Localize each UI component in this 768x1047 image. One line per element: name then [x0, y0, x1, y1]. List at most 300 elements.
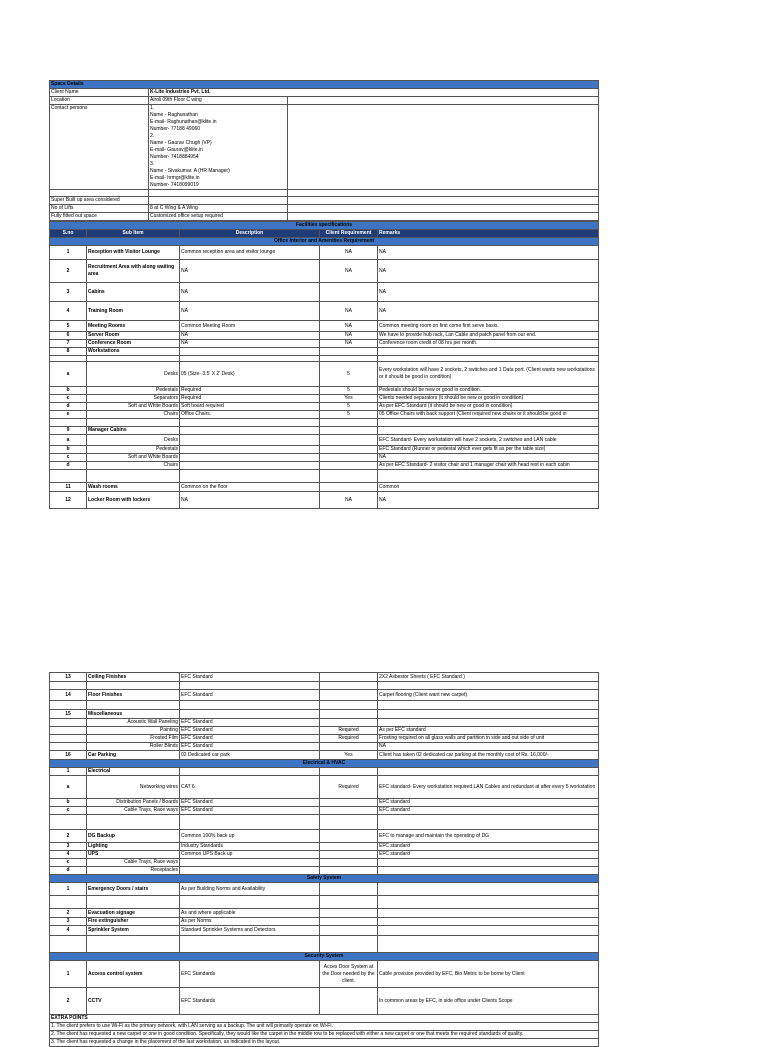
row-description: [180, 454, 320, 462]
row-client-requirement: NA: [320, 492, 378, 509]
row-client-requirement: [320, 896, 378, 909]
extra-point-3: 3. The client has requested a change in the placement of the last workstation, as indicated in the layout.: [50, 1039, 599, 1047]
row-client-requirement: NA: [320, 321, 378, 332]
row-description: NA: [180, 302, 320, 321]
row-sno: 2: [50, 988, 87, 1015]
row-sno: [50, 470, 87, 483]
row-client-requirement: Yes: [320, 395, 378, 403]
table-row: [50, 302, 599, 321]
table-row: [50, 454, 599, 462]
row-sub-item: [87, 682, 180, 690]
row-sno: 4: [50, 926, 87, 936]
row-description: [180, 427, 320, 435]
row-description: EFC Standard: [180, 743, 320, 751]
row-sno: [50, 896, 87, 909]
table-row: [50, 735, 599, 743]
row-client-requirement: [320, 768, 378, 776]
row-sub-item: Meeting Rooms: [87, 321, 180, 332]
row-sub-item: Pedestals: [87, 446, 180, 454]
row-description: [180, 710, 320, 719]
contact-line: E-mail- hrmgr@klite.in: [150, 175, 200, 181]
table-row: [50, 988, 599, 1015]
row-sub-item: Training Room: [87, 302, 180, 321]
row-remarks: EFC standard: [378, 851, 599, 859]
table-row: [50, 727, 599, 735]
table-row: [50, 362, 599, 387]
row-sno: c: [50, 454, 87, 462]
section-electrical-hvac: Electrical & HVAC: [50, 760, 599, 768]
row-client-requirement: Acces Door System at the Door needed by the client.: [320, 961, 378, 988]
table-row: [50, 859, 599, 867]
row-sub-item: Locker Room with lockers: [87, 492, 180, 509]
contact-line: E-mail- Gaurav@klite.in: [150, 147, 203, 153]
row-remarks: [378, 419, 599, 427]
row-remarks: EFC standard: [378, 843, 599, 851]
row-remarks: Client has taken 02 dedicated car parking at the monthly cost of Rs. 16,000/-: [378, 751, 599, 760]
row-sno: 3: [50, 843, 87, 851]
row-remarks: We have to provide hub rack, Lan Cable and patch panel from our end.: [378, 332, 599, 340]
table-row: [50, 283, 599, 302]
table-row: [50, 751, 599, 760]
row-client-requirement: [320, 851, 378, 859]
row-client-requirement: [320, 859, 378, 867]
row-sno: b: [50, 799, 87, 807]
row-sno: d: [50, 462, 87, 470]
row-description: EFC Standard: [180, 690, 320, 701]
table-row: [50, 926, 599, 936]
row-client-requirement: [320, 435, 378, 446]
row-client-requirement: Required: [320, 735, 378, 743]
row-description: [180, 867, 320, 875]
row-description: Common UPS Back up: [180, 851, 320, 859]
row-client-requirement: [320, 867, 378, 875]
extra-points-title: EXTRA POINTS: [50, 1015, 599, 1023]
row-client-requirement: NA: [320, 332, 378, 340]
row-remarks: NA: [378, 454, 599, 462]
row-description: As and where applicable: [180, 909, 320, 918]
table-row: [50, 246, 599, 260]
row-remarks: Cable provision provided by EFC, Bio Metric to be borne by Client: [378, 961, 599, 988]
row-description: Industry Standards: [180, 843, 320, 851]
row-sno: e: [50, 411, 87, 419]
row-remarks: [378, 427, 599, 435]
row-sub-item: Frosted Film: [87, 735, 180, 743]
row-description: Common Meeting Room: [180, 321, 320, 332]
row-description: Office Chairs.: [180, 411, 320, 419]
row-sub-item: Emergency Doors / stairs: [87, 883, 180, 896]
row-sub-item: Soft and White Boards: [87, 403, 180, 411]
row-client-requirement: [320, 348, 378, 356]
facilities-title: Facilities specifications: [50, 222, 599, 230]
row-remarks: Conference room credit of 08 hrs per month.: [378, 340, 599, 348]
row-sub-item: Roller Blinds: [87, 743, 180, 751]
row-sub-item: Car Parking: [87, 751, 180, 760]
row-sub-item: Fire extinguisher: [87, 918, 180, 926]
table-row: [50, 387, 599, 395]
row-remarks: NA: [378, 302, 599, 321]
row-description: Required: [180, 395, 320, 403]
table-row: [50, 395, 599, 403]
row-description: NA: [180, 332, 320, 340]
contact-line: Number- 77188 49060: [150, 126, 201, 132]
row-description: EFC Standard: [180, 735, 320, 743]
section-office-interior: Office Interior and Amenities Requirement: [50, 238, 599, 246]
row-sno: a: [50, 435, 87, 446]
row-client-requirement: Required: [320, 776, 378, 799]
row-sno: 12: [50, 492, 87, 509]
row-client-requirement: [320, 719, 378, 727]
row-client-requirement: NA: [320, 340, 378, 348]
row-remarks: EFC Standard- Every workstation will have 2 sockets, 2 switches and LAN cable: [378, 435, 599, 446]
row-client-requirement: 5: [320, 411, 378, 419]
row-sub-item: Chairs: [87, 462, 180, 470]
row-remarks: [378, 926, 599, 936]
row-sno: 5: [50, 321, 87, 332]
row-sno: [50, 743, 87, 751]
table-row: [50, 673, 599, 682]
lifts-value: 8 at C Wing & A Wing: [149, 205, 288, 213]
table-row: [50, 462, 599, 470]
row-sub-item: [87, 936, 180, 953]
row-description: [180, 768, 320, 776]
col-sno: S.no: [50, 230, 87, 238]
row-client-requirement: [320, 483, 378, 492]
col-remarks: Remarks: [378, 230, 599, 238]
row-description: [180, 446, 320, 454]
row-sub-item: Evacuation signage: [87, 909, 180, 918]
col-description: Description: [180, 230, 320, 238]
client-name: K-Lite Industries Pvt. Ltd.: [149, 89, 288, 97]
row-sno: 6: [50, 332, 87, 340]
row-sub-item: DG Backup: [87, 830, 180, 843]
row-sno: b: [50, 446, 87, 454]
table-row: [50, 799, 599, 807]
row-sub-item: Access control system: [87, 961, 180, 988]
row-description: [180, 682, 320, 690]
row-sub-item: CCTV: [87, 988, 180, 1015]
row-sub-item: Manager Cabins: [87, 427, 180, 435]
row-client-requirement: [320, 843, 378, 851]
contacts-list: [149, 105, 288, 190]
lifts-label: No of Lifts: [50, 205, 149, 213]
row-remarks: Frosting required on all glass walls and partition in side and out side of unit: [378, 735, 599, 743]
row-remarks: [378, 768, 599, 776]
row-client-requirement: 5: [320, 403, 378, 411]
row-remarks: [378, 815, 599, 830]
row-sno: [50, 727, 87, 735]
row-sno: c: [50, 859, 87, 867]
row-remarks: [378, 909, 599, 918]
row-client-requirement: [320, 701, 378, 710]
table-row: [50, 492, 599, 509]
row-sno: 13: [50, 673, 87, 682]
row-remarks: [378, 867, 599, 875]
row-description: 02 Dedicated car park: [180, 751, 320, 760]
space-details-table: [49, 80, 599, 221]
row-sub-item: Conference Room: [87, 340, 180, 348]
row-sno: b: [50, 387, 87, 395]
row-sno: 3: [50, 283, 87, 302]
client-name-label: Client Name: [50, 89, 149, 97]
row-sno: [50, 735, 87, 743]
row-description: EFC Standard: [180, 673, 320, 682]
row-sub-item: Desks: [87, 435, 180, 446]
facilities-table-continued: [49, 672, 599, 1047]
row-sub-item: Receptacles: [87, 867, 180, 875]
row-sub-item: Workstations: [87, 348, 180, 356]
table-row: [50, 719, 599, 727]
row-client-requirement: [320, 936, 378, 953]
row-client-requirement: [320, 815, 378, 830]
row-client-requirement: 5: [320, 387, 378, 395]
row-client-requirement: [320, 909, 378, 918]
table-row: [50, 483, 599, 492]
row-client-requirement: [320, 427, 378, 435]
table-row: [50, 936, 599, 953]
row-remarks: [378, 470, 599, 483]
row-sub-item: Floor Finishes: [87, 690, 180, 701]
row-sno: 16: [50, 751, 87, 760]
row-sub-item: Electrical: [87, 768, 180, 776]
row-sub-item: Wash rooms: [87, 483, 180, 492]
row-remarks: EFC standard- Every workstation required LAN Cables and redundant at after every 5 workstation: [378, 776, 599, 799]
row-sno: 1: [50, 768, 87, 776]
row-sub-item: Cable Trays, Race ways: [87, 807, 180, 815]
contact-line: 3.: [150, 161, 155, 167]
row-remarks: Common: [378, 483, 599, 492]
row-sno: c: [50, 807, 87, 815]
row-description: 05 (Size- 3.5' X 2' Desk): [180, 362, 320, 387]
extra-point-1: 1. The client prefers to use Wi-Fi as the primary network, with LAN serving as a backup. The unit will primarily operate on Wi-Fi.: [50, 1023, 599, 1031]
row-sno: 9: [50, 427, 87, 435]
row-sno: 2: [50, 260, 87, 283]
fitted-value: Customized office setup required: [149, 213, 288, 221]
row-description: EFC Standard: [180, 807, 320, 815]
row-remarks: NA: [378, 743, 599, 751]
row-remarks: NA: [378, 246, 599, 260]
contact-line: Number- 7418884954: [150, 154, 199, 160]
row-sno: [50, 719, 87, 727]
row-description: [180, 701, 320, 710]
row-description: [180, 896, 320, 909]
row-sno: 14: [50, 690, 87, 701]
row-sub-item: Reception with Visitor Lounge: [87, 246, 180, 260]
table-row: [50, 961, 599, 988]
table-row: [50, 419, 599, 427]
row-remarks: [378, 719, 599, 727]
row-remarks: Every workstation will have 2 sockets, 2 switches and 1 Data port. (Client wants new workstations or it should be good in condition): [378, 362, 599, 387]
table-row: [50, 427, 599, 435]
row-description: EFC Standards: [180, 988, 320, 1015]
table-row: [50, 776, 599, 799]
row-sub-item: [87, 815, 180, 830]
row-client-requirement: [320, 918, 378, 926]
row-sno: d: [50, 867, 87, 875]
row-description: [180, 435, 320, 446]
col-sub-item: Sub Item: [87, 230, 180, 238]
row-remarks: As per EFC standard: [378, 727, 599, 735]
section-security-system: Security System: [50, 953, 599, 961]
table-row: [50, 815, 599, 830]
contact-line: Name - Gaurav Chugh (VP): [150, 140, 212, 146]
table-row: [50, 446, 599, 454]
table-row: [50, 411, 599, 419]
row-client-requirement: [320, 283, 378, 302]
row-client-requirement: [320, 710, 378, 719]
row-sno: 2: [50, 830, 87, 843]
row-client-requirement: NA: [320, 246, 378, 260]
row-sno: 2: [50, 909, 87, 918]
table-row: [50, 768, 599, 776]
table-row: [50, 340, 599, 348]
table-row: [50, 321, 599, 332]
contact-line: 1.: [150, 105, 155, 111]
row-client-requirement: NA: [320, 302, 378, 321]
row-client-requirement: [320, 830, 378, 843]
row-description: As per Building Norms and Availability: [180, 883, 320, 896]
table-row: [50, 435, 599, 446]
row-description: Common reception area and visitor lounge: [180, 246, 320, 260]
table-row: [50, 883, 599, 896]
row-description: As per Norms: [180, 918, 320, 926]
table-row: [50, 470, 599, 483]
row-description: EFC Standard: [180, 799, 320, 807]
row-description: [180, 419, 320, 427]
row-remarks: NA: [378, 492, 599, 509]
row-remarks: [378, 896, 599, 909]
row-sub-item: UPS: [87, 851, 180, 859]
row-sno: 4: [50, 302, 87, 321]
row-sub-item: Cabins: [87, 283, 180, 302]
row-client-requirement: 5: [320, 362, 378, 387]
row-sub-item: Sprinkler System: [87, 926, 180, 936]
section-safety-system: Safety System: [50, 875, 599, 883]
table-row: [50, 701, 599, 710]
row-sub-item: Networking wires: [87, 776, 180, 799]
row-description: EFC Standards: [180, 961, 320, 988]
row-remarks: [378, 883, 599, 896]
row-sno: a: [50, 776, 87, 799]
row-client-requirement: [320, 682, 378, 690]
row-description: [180, 470, 320, 483]
row-sub-item: Cable Trays, Race ways: [87, 859, 180, 867]
row-client-requirement: [320, 807, 378, 815]
col-client-requirement: Client Requirement: [320, 230, 378, 238]
table-row: [50, 682, 599, 690]
row-sno: 1: [50, 961, 87, 988]
table-row: [50, 843, 599, 851]
row-description: EFC Standard: [180, 727, 320, 735]
row-remarks: [378, 710, 599, 719]
space-details-sheet: [49, 80, 598, 509]
row-description: Required: [180, 387, 320, 395]
row-remarks: As per EFC Standard- 2 visitor chair and 1 manager chair with head rest in each cabin: [378, 462, 599, 470]
row-client-requirement: [320, 988, 378, 1015]
table-row: [50, 867, 599, 875]
row-description: NA: [180, 340, 320, 348]
row-sub-item: Desks: [87, 362, 180, 387]
row-remarks: 05 Office Chairs with back support (Client required new chairs or it should be good in: [378, 411, 599, 419]
row-description: [180, 462, 320, 470]
table-row: [50, 909, 599, 918]
row-description: [180, 859, 320, 867]
row-sno: [50, 815, 87, 830]
row-description: NA: [180, 492, 320, 509]
row-client-requirement: NA: [320, 260, 378, 283]
row-sub-item: [87, 896, 180, 909]
row-remarks: EFC standard: [378, 807, 599, 815]
row-sno: d: [50, 403, 87, 411]
row-remarks: EFC to manage and maintain the operating of DG: [378, 830, 599, 843]
row-sno: 8: [50, 348, 87, 356]
row-description: [180, 815, 320, 830]
row-sub-item: Miscellaneous: [87, 710, 180, 719]
row-remarks: [378, 701, 599, 710]
super-built-label: Super Built up area considered: [50, 197, 149, 205]
row-description: EFC Standard: [180, 719, 320, 727]
table-row: [50, 690, 599, 701]
row-sno: [50, 701, 87, 710]
row-sno: 7: [50, 340, 87, 348]
table-row: [50, 896, 599, 909]
row-description: [180, 348, 320, 356]
fitted-label: Fully fitted out space: [50, 213, 149, 221]
row-remarks: Pedestals should be new or good in condition.: [378, 387, 599, 395]
row-remarks: As per EFC Standard (it should be new or good in condition): [378, 403, 599, 411]
row-remarks: 2X2 Asbestor Sheets ( EFC Standard ): [378, 673, 599, 682]
row-sub-item: Pedestals: [87, 387, 180, 395]
row-remarks: In common areas by EFC, in side office under Clients Scope: [378, 988, 599, 1015]
table-row: [50, 851, 599, 859]
facilities-sheet-continued: [49, 672, 598, 1047]
table-row: [50, 807, 599, 815]
row-sno: [50, 936, 87, 953]
row-client-requirement: [320, 454, 378, 462]
row-sub-item: Recruitment Area with along waiting area: [87, 260, 180, 283]
row-remarks: Carpet flooring (Client want new carpet): [378, 690, 599, 701]
row-client-requirement: [320, 419, 378, 427]
row-sub-item: Chairs: [87, 411, 180, 419]
row-sub-item: Painting: [87, 727, 180, 735]
row-remarks: NA: [378, 283, 599, 302]
row-remarks: [378, 918, 599, 926]
extra-point-2: 2. The client has requested a new carpet or one in good condition. Specifically, they would like the carpet in the middle row to be replaced with either a new carpet or one that meets the required standards of quality.: [50, 1031, 599, 1039]
row-sub-item: Lighting: [87, 843, 180, 851]
contact-line: 2.: [150, 133, 155, 139]
row-client-requirement: [320, 743, 378, 751]
contact-line: Number- 7418099019: [150, 182, 199, 188]
row-description: Soft board required: [180, 403, 320, 411]
row-client-requirement: [320, 926, 378, 936]
contact-line: Name - Sivakumar. A (HR Manager): [150, 168, 230, 174]
row-sub-item: Server Room: [87, 332, 180, 340]
row-sno: a: [50, 362, 87, 387]
row-client-requirement: [320, 883, 378, 896]
table-row: [50, 332, 599, 340]
row-sub-item: [87, 419, 180, 427]
row-description: NA: [180, 283, 320, 302]
row-sub-item: Separators: [87, 395, 180, 403]
table-row: [50, 918, 599, 926]
row-client-requirement: [320, 470, 378, 483]
row-client-requirement: [320, 673, 378, 682]
row-sno: c: [50, 395, 87, 403]
contact-line: Name - Raghunathan: [150, 112, 198, 118]
row-sno: [50, 419, 87, 427]
facilities-table: [49, 221, 599, 509]
row-client-requirement: Yes: [320, 751, 378, 760]
table-row: [50, 403, 599, 411]
